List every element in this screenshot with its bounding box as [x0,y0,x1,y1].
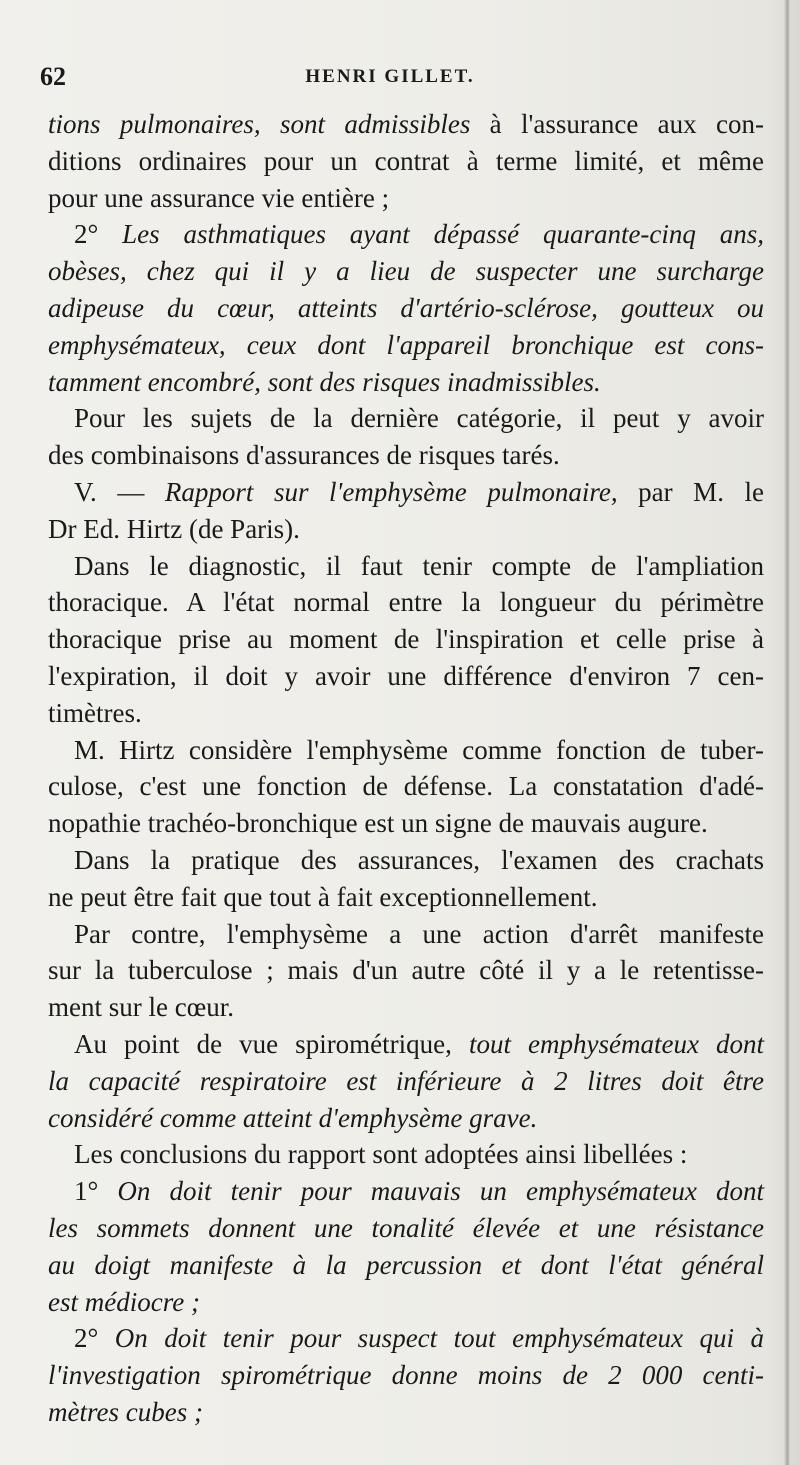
text-run: nopathie trachéo-bronchique est un signe de mauvais augure. [48,808,708,839]
text-run: culose, c'est une fonction de défense. La constatation d'adé- [48,771,764,802]
text-line [48,621,764,658]
text-run: 1° [74,1176,118,1207]
text-line [48,1357,764,1394]
text-line [48,437,764,474]
text-line [48,364,764,401]
italic-text: tamment encombré, sont des risques inadmissibles. [48,366,601,397]
text-run: Les conclusions du rapport sont adoptées ainsi libellées : [74,1139,688,1170]
text-run: des combinaisons d'assurances de risques tarés. [48,440,560,471]
text-line [48,1210,764,1247]
italic-text: considéré comme atteint d'emphysème grave. [48,1102,538,1133]
text-line [48,584,764,621]
text-run: Dr Ed. Hirtz (de Paris). [48,513,300,544]
body-text [48,106,764,1431]
text-run: V. — [74,476,165,507]
text-line [48,916,764,953]
italic-text: On doit tenir pour mauvais un emphysémateux dont [117,1176,764,1207]
italic-text: On doit tenir pour suspect tout emphysémateux qui à [114,1323,764,1354]
text-run: thoracique. A l'état normal entre la longueur du périmètre [48,587,764,618]
text-line [48,952,764,989]
italic-text: tout emphysémateux dont [468,1028,764,1059]
text-line [48,805,764,842]
text-line [48,842,764,879]
text-line [48,180,764,217]
text-line [48,253,764,290]
page-header [40,62,740,96]
text-line [48,732,764,769]
text-run: M. Hirtz considère l'emphysème comme fonction de tuber- [74,734,764,765]
text-line [48,143,764,180]
text-line [48,1100,764,1137]
text-line [48,768,764,805]
text-line [48,400,764,437]
italic-text: les sommets donnent une tonalité élevée et une résistance [48,1212,764,1243]
text-run: thoracique prise au moment de l'inspiration et celle prise à [48,624,764,655]
text-line [48,1320,764,1357]
text-run: 2° [74,1323,115,1354]
text-run: 2° [74,219,123,250]
text-run: ne peut être fait que tout à fait exceptionnellement. [48,881,598,912]
text-line [48,106,764,143]
text-line [48,290,764,327]
text-line [48,1063,764,1100]
italic-text: adipeuse du cœur, atteints d'artério-sclérose, goutteux ou [48,292,764,323]
italic-text: tions pulmonaires, sont admissibles [48,109,471,139]
italic-text: Rapport sur l'emphysème pulmonaire, [164,476,618,507]
text-run: Au point de vue spirométrique, [74,1028,469,1059]
italic-text: Les asthmatiques ayant dépassé quarante-cinq ans, [122,219,764,250]
text-run: timètres. [48,697,142,728]
text-run: à l'assurance aux con- [470,109,764,139]
text-run: Dans la pratique des assurances, l'examen des crachats [74,844,764,875]
page-edge-shadow [784,0,790,1465]
text-line [48,658,764,695]
text-run: Dans le diagnostic, il faut tenir compte de l'ampliation [74,550,764,581]
text-line [48,1394,764,1431]
italic-text: mètres cubes ; [48,1396,203,1427]
text-line [48,879,764,916]
italic-text: emphysémateux, ceux dont l'appareil bronchique est cons- [48,329,764,360]
italic-text: est médiocre ; [48,1286,200,1317]
text-line [48,511,764,548]
text-run: sur la tuberculose ; mais d'un autre côté il y a le retentisse- [48,955,764,986]
page-number: 62 [40,62,66,91]
text-line [48,474,764,511]
text-line [48,1136,764,1173]
text-run: Pour les sujets de la dernière catégorie, il peut y avoir [74,403,764,434]
text-line [48,989,764,1026]
running-head: HENRI GILLET. [305,66,475,87]
text-run: l'expiration, il doit y avoir une différence d'environ 7 cen- [48,660,764,691]
text-run: par M. le [617,476,764,507]
text-line [48,548,764,585]
text-line [48,327,764,364]
text-line [48,1173,764,1210]
text-run: pour une assurance vie entière ; [48,182,390,213]
text-run: Par contre, l'emphysème a une action d'arrêt manifeste [74,918,764,949]
text-line [48,1284,764,1321]
italic-text: la capacité respiratoire est inférieure à 2 litres doit être [48,1065,764,1096]
text-line [48,695,764,732]
italic-text: au doigt manifeste à la percussion et dont l'état général [48,1249,764,1280]
text-line [48,216,764,253]
italic-text: obèses, chez qui il y a lieu de suspecter une surcharge [48,256,764,287]
text-line [48,1026,764,1063]
text-run: ment sur le cœur. [48,992,234,1023]
text-run: ditions ordinaires pour un contrat à terme limité, et même [48,145,764,176]
italic-text: l'investigation spirométrique donne moins de 2 000 centi- [48,1360,764,1391]
text-line [48,1247,764,1284]
